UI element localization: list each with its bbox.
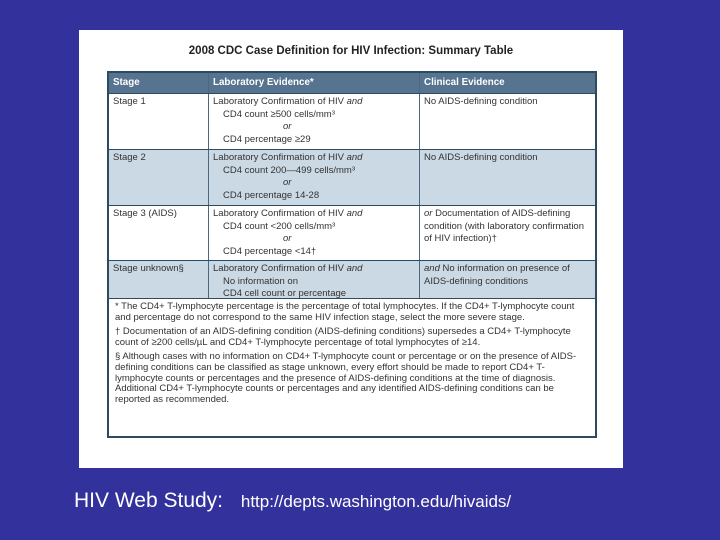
lab-line: CD4 count <200 cells/mm³ xyxy=(223,220,336,232)
lab-line: Laboratory Confirmation of HIV and xyxy=(213,152,363,163)
lab-line: CD4 cell count or percentage xyxy=(223,288,347,299)
table-title: 2008 CDC Case Definition for HIV Infection: Summary Table xyxy=(188,45,514,57)
clinical-evidence-cell: and No information on presence of AIDS-defining conditions xyxy=(424,263,570,287)
lab-line: CD4 count ≥500 cells/mm³ xyxy=(223,108,335,120)
lab-line: CD4 percentage 14-28 xyxy=(223,189,320,201)
stage-cell: Stage 3 (AIDS) xyxy=(109,206,209,260)
footer-url[interactable]: http://depts.washington.edu/hivaids/ xyxy=(240,492,512,511)
stage-cell: Stage 1 xyxy=(109,94,209,149)
lab-or: or xyxy=(283,121,292,132)
lab-line: CD4 percentage ≥29 xyxy=(223,133,311,145)
table-header-row xyxy=(109,73,595,94)
lab-line: No information on xyxy=(223,275,298,287)
footnote: † Documentation of an AIDS-defining condition (AIDS-defining conditions) supersedes a CD4+ T-lymphocyte count of ≥200 cells/µL and CD4+ T-lymphocyte percentage of total lymphocytes of ≥14. xyxy=(115,326,571,348)
lab-line: Laboratory Confirmation of HIV and xyxy=(213,263,363,274)
table-row xyxy=(109,261,595,299)
footnote: * The CD4+ T-lymphocyte percentage is the percentage of total lymphocytes. If the CD4+ T-lymphocyte count and percentage do not correspond to the same HIV infection stage, select the more severe stage. xyxy=(115,301,575,323)
lab-evidence-cell xyxy=(209,150,420,205)
lab-evidence-cell xyxy=(209,261,420,298)
lab-or: or xyxy=(283,233,292,244)
lab-evidence-cell xyxy=(209,206,420,260)
header-clinical: Clinical Evidence xyxy=(424,77,505,88)
footer xyxy=(74,489,511,513)
footer-label: HIV Web Study: xyxy=(74,489,224,512)
summary-table-image xyxy=(79,30,623,468)
table-row xyxy=(109,206,595,261)
header-stage: Stage xyxy=(109,73,209,93)
footnote: § Although cases with no information on CD4+ T-lymphocyte count or percentage or on the presence of AIDS-defining conditions can be classified as stage unknown, every effort should be made to report CD4+ T-lymphocyte counts or percentages and the presence of AIDS-defining conditions at the time of diagnosis. Additional CD4+ T-lymphocyte counts or percentages and any identified AIDS-defining conditions can be reported as recommended. xyxy=(115,351,577,405)
table-row xyxy=(109,94,595,150)
stage-cell: Stage 2 xyxy=(109,150,209,205)
lab-line: Laboratory Confirmation of HIV and xyxy=(213,96,363,107)
lab-line: Laboratory Confirmation of HIV and xyxy=(213,208,363,219)
lab-evidence-cell xyxy=(209,94,420,149)
table-footnotes xyxy=(109,299,595,412)
stage-cell: Stage unknown§ xyxy=(109,261,209,298)
clinical-evidence-cell: or Documentation of AIDS-defining condition (with laboratory confirmation of HIV infection)† xyxy=(424,208,584,244)
lab-or: or xyxy=(283,177,292,188)
clinical-evidence-cell: No AIDS-defining condition xyxy=(424,96,538,107)
case-definition-table xyxy=(107,71,597,438)
lab-line: CD4 count 200—499 cells/mm³ xyxy=(223,164,355,176)
lab-line: CD4 percentage <14† xyxy=(223,245,317,257)
table-row xyxy=(109,150,595,206)
clinical-evidence-cell: No AIDS-defining condition xyxy=(424,152,538,163)
header-lab: Laboratory Evidence* xyxy=(209,73,420,93)
